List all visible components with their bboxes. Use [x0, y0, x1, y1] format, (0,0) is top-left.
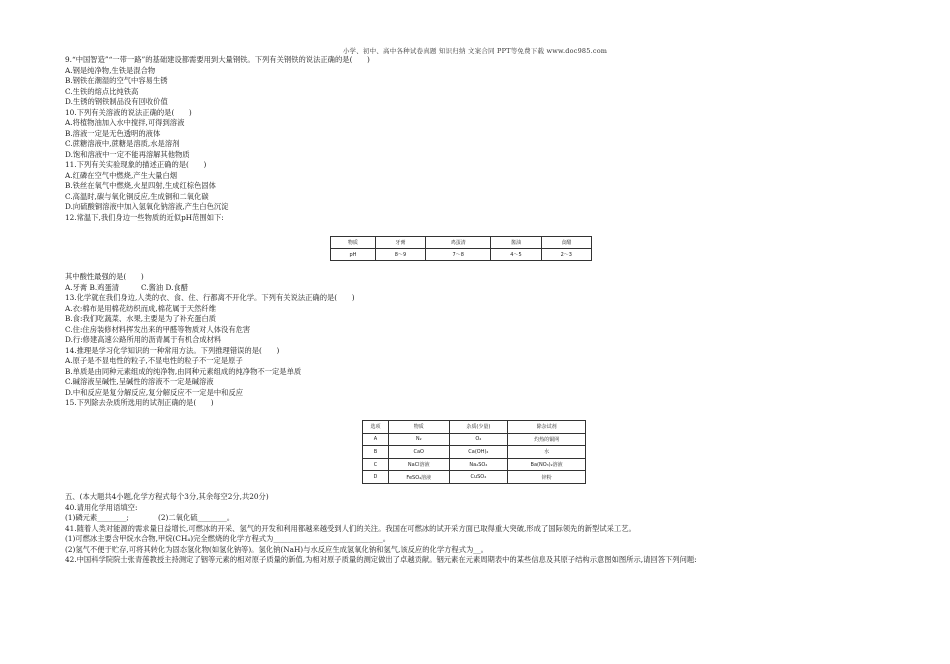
table-cell: 2～3 [541, 249, 591, 261]
table-cell: B [363, 446, 389, 459]
table-cell: 物质 [331, 237, 376, 249]
table-row [331, 249, 592, 261]
text-line: B.单质是由同种元素组成的纯净物,由同种元素组成的纯净物不一定是单质 [65, 366, 302, 376]
text-line: 12.常温下,我们身边一些物质的近似pH范围如下: [65, 212, 224, 222]
questions-12-to-15 [65, 272, 355, 409]
text-line: 15.下列除去杂质所选用的试剂正确的是( ) [65, 398, 214, 407]
table-cell: 杂质(少量) [449, 421, 508, 434]
text-line: D.行:修建高速公路所用的沥青属于有机合成材料 [65, 335, 222, 344]
table-cell: 选项 [363, 421, 389, 434]
text-line: C.碱溶液呈碱性,呈碱性的溶液不一定是碱溶液 [65, 377, 214, 386]
table-cell: Ba(NO₃)₂溶液 [508, 458, 586, 471]
text-line: 11.下列有关实验现象的描述正确的是( ) [65, 160, 207, 169]
text-line: B.溶液一定是无色透明的液体 [65, 128, 161, 138]
table-cell: A [363, 433, 389, 446]
table-cell: 酱油 [491, 237, 541, 249]
text-line: D.向硫酸铜溶液中加入氢氧化钠溶液,产生白色沉淀 [65, 202, 229, 211]
table-cell: 水 [508, 446, 586, 459]
table-cell: 鸡蛋清 [426, 237, 491, 249]
text-line: 9.“中国智造”“一带一路”的基础建设都需要用到大量钢铁。下列有关钢铁的说法正确的是( ) [65, 55, 370, 64]
page-header: 小学、初中、高中各种试卷真题 知识归纳 文案合同 PPT等免费下载 www.doc985.com [342, 47, 608, 55]
text-line: (2)氢气不便于贮存,可将其转化为固态氢化物(如氢化钠等)。氢化钠(NaH)与水反应生成氢氧化钠和氢气,该反应的化学方程式为__。 [65, 544, 488, 554]
text-line: A.原子是不显电性的粒子,不显电性的粒子不一定是原子 [65, 356, 243, 365]
table-cell: 7～8 [426, 249, 491, 261]
text-line: A.将植物油加入水中搅拌,可得到溶液 [65, 118, 185, 127]
table-cell: 灼热的铜网 [508, 433, 586, 446]
table-row [331, 237, 592, 249]
text-line: 14.推理是学习化学知识的一种常用方法。下列推理错误的是( ) [65, 345, 280, 355]
table-cell: N₂ [388, 433, 449, 446]
text-line: C.蔗糖溶液中,蔗糖是溶质,水是溶剂 [65, 139, 180, 148]
text-line: 五、(本大题共4小题,化学方程式每个3分,其余每空2分,共20分) [65, 492, 269, 501]
text-line: 10.下列有关溶液的说法正确的是( ) [65, 107, 192, 117]
table-cell: 8～9 [375, 249, 425, 261]
text-line: A.牙膏 B.鸡蛋清 C.酱油 D.食醋 [65, 282, 189, 292]
table-cell: 食醋 [541, 237, 591, 249]
text-line: A.钢是纯净物,生铁是混合物 [65, 65, 156, 75]
table-cell: 除杂试剂 [508, 421, 586, 434]
table-cell: NaCl溶液 [388, 458, 449, 471]
questions-9-to-12 [65, 55, 370, 223]
section-five [65, 492, 697, 566]
text-line: D.中和反应是复分解反应,复分解反应不一定是中和反应 [65, 387, 244, 397]
text-line: C.高温时,碳与氧化铜反应,生成铜和二氧化碳 [65, 191, 209, 201]
table-cell: Ca(OH)₂ [449, 446, 508, 459]
text-line: 13.化学就在我们身边,人类的衣、食、住、行都离不开化学。下列有关说法正确的是( ) [65, 293, 355, 302]
table-cell: O₂ [449, 433, 508, 446]
table-cell: D [363, 471, 389, 484]
text-line: (1)磷元素________; (2)二氧化硫________。 [65, 513, 235, 522]
text-line: C.住:住房装修材料挥发出来的甲醛等物质对人体没有危害 [65, 324, 251, 334]
ph-table [330, 236, 592, 261]
table-cell: 牙膏 [375, 237, 425, 249]
text-line: B.铁丝在氧气中燃烧,火星四射,生成红棕色固体 [65, 181, 216, 190]
text-line: 41.随着人类对能源的需求量日益增长,可燃冰的开采、氢气的开发和利用都越来越受到人们的关注。我国在可燃冰的试开采方面已取得重大突破,形成了国际领先的新型试采工艺。 [65, 523, 636, 533]
table-row [363, 433, 586, 446]
table-row [363, 458, 586, 471]
text-line: B.钢铁在潮湿的空气中容易生锈 [65, 76, 168, 85]
impurity-table [362, 420, 586, 484]
text-line: A.红磷在空气中燃烧,产生大量白烟 [65, 170, 178, 180]
table-cell: FeSO₄溶液 [388, 471, 449, 484]
table-cell: 锌粉 [508, 471, 586, 484]
table-row [363, 446, 586, 459]
table-cell: CaO [388, 446, 449, 459]
table-row [363, 421, 586, 434]
table-cell: C [363, 458, 389, 471]
table-cell: 4～5 [491, 249, 541, 261]
table-cell: 物质 [388, 421, 449, 434]
text-line: 40.请用化学用语填空: [65, 502, 138, 512]
text-line: (1)可燃冰主要含甲烷水合物,甲烷(CH₄)完全燃烧的化学方程式为______________________________。 [65, 534, 391, 543]
table-cell: CuSO₄ [449, 471, 508, 484]
text-line: B.食:我们吃蔬菜、水果,主要是为了补充蛋白质 [65, 314, 217, 323]
text-line: 42.中国科学院院士张青莲教授主持测定了铟等元素的相对原子质量的新值,为相对原子质量的测定做出了卓越贡献。铟元素在元素周期表中的某些信息及其原子结构示意图如图所示,请回答下列问题: [65, 555, 697, 564]
text-line: D.生锈的钢铁制品没有回收价值 [65, 97, 168, 106]
text-line: C.生铁的熔点比纯铁高 [65, 86, 139, 96]
table-row [363, 471, 586, 484]
text-line: D.饱和溶液中一定不能再溶解其他物质 [65, 149, 190, 159]
text-line: A.衣:棉布是用棉花纺织而成,棉花属于天然纤维 [65, 303, 217, 313]
table-cell: pH [331, 249, 376, 261]
text-line: 其中酸性最强的是( ) [65, 272, 144, 281]
table-cell: Na₂SO₄ [449, 458, 508, 471]
